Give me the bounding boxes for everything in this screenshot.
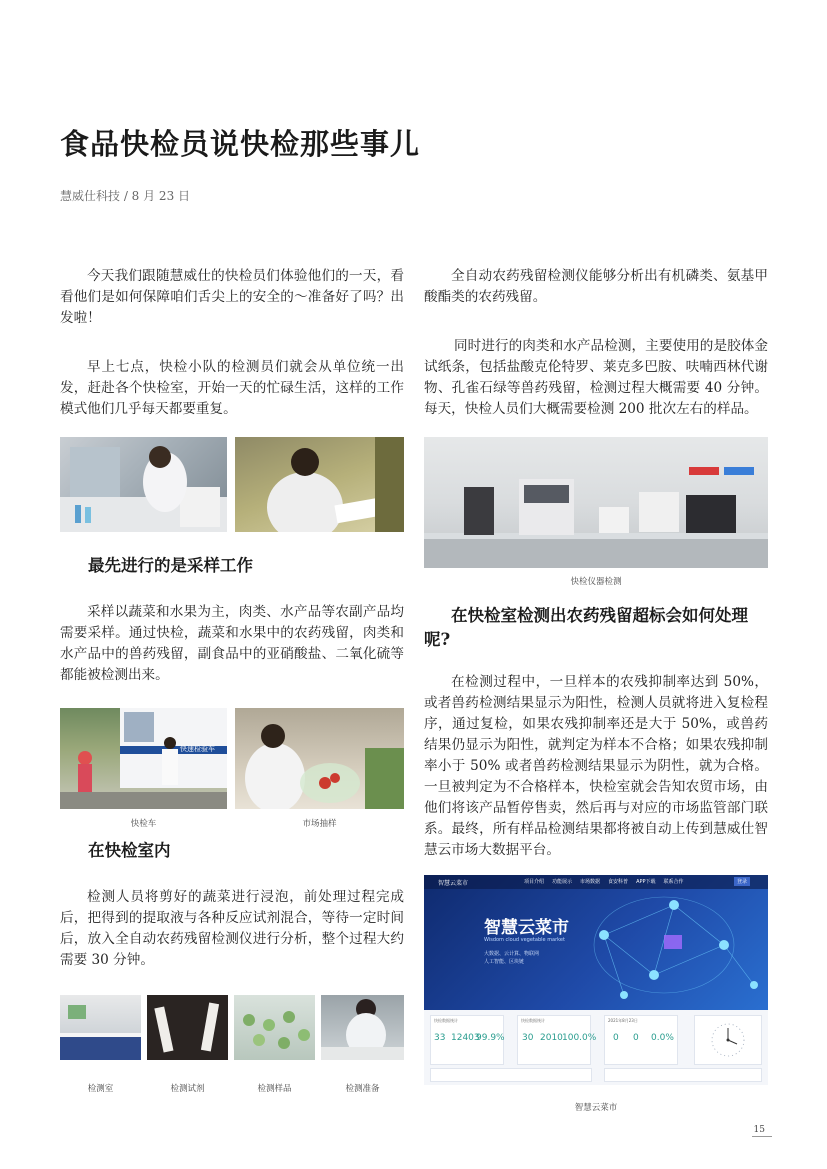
platform-filter-bar[interactable] [430,1068,592,1082]
photo-market-sampling [235,708,404,809]
analyzer-paragraph: 全自动农药残留检测仪能够分析出有机磷类、氨基甲酸酯类的农药残留。 [424,268,768,305]
intro-paragraph: 今天我们跟随慧威仕的快检员们体验他们的一天，看看他们是如何保障咱们舌尖上的安全的～准备好了吗？出发啦！ [60,268,404,326]
platform-login-button[interactable]: 登录 [734,877,750,886]
platform-stat-b: 12403 [451,1033,480,1043]
platform-hero-line: 大数据、云计算、物联网 [484,951,540,957]
exceed-paragraph: 在检测过程中，一旦样本的农残抑制率达到 50%，或者兽药检测结果显示为阳性，检测人员就将进入复检程序，通过复检，如果农残抑制率还是大于 50%，或兽药结果仍显示为阳性，就判定为样本不合格；如果农残抑制率小于 50% 或者兽药检测结果显示为阴性，就为合格。一旦被判定为不合格样本，快检室就会告知农贸市场，由他们将该产品暂停售卖，然后再与对应的市场监管部门联系。最终，所有样品检测结果都将被自动上传到慧威仕智慧云市场大数据平台。 [424,674,768,858]
platform-logo: 智慧云菜市 [438,880,469,887]
platform-nav-item[interactable]: APP下载 [636,879,656,885]
platform-nav-item[interactable]: 食安科普 [608,879,629,885]
platform-hero-line: 人工智能、区块链 [484,959,525,965]
platform-filter-bar[interactable] [604,1068,762,1082]
platform-panel-date: 2021年8月23日 [608,1018,638,1023]
platform-panel-label: 快检数据统计 [434,1018,458,1023]
photo-lab-worker-2 [235,437,404,532]
platform-hero [424,875,768,1010]
lab-heading: 在快检室内 [88,841,171,860]
article-meta: 慧威仕科技 / 8 月 23 日 [60,189,191,203]
platform-screenshot [424,875,768,1085]
platform-panel-label: 快检数据统计 [521,1018,545,1023]
caption-cloud: 智慧云菜市 [574,1103,618,1113]
platform-stat-b: 0 [633,1033,639,1043]
photo-lab-worker-1 [60,437,227,532]
platform-stat-panel [517,1015,597,1065]
lab-paragraph: 检测人员将剪好的蔬菜进行浸泡，前处理过程完成后，把得到的提取液与各种反应试剂混合，等待一定时间后，放入全自动农药残留检测仪进行分析，整个过程大约需要 30 分钟。 [60,889,404,968]
platform-stat-panel [430,1015,504,1065]
photo-prep [321,995,404,1060]
platform-stat-a: 33 [434,1033,446,1043]
caption-market: 市场抽样 [302,819,337,829]
caption-room: 检测室 [87,1084,114,1094]
sampling-paragraph: 采样以蔬菜和水果为主，肉类、水产品等农副产品均需要采样。通过快检，蔬菜和水果中的农药残留，肉类和水产品中的兽药残留，副食品中的亚硝酸盐、二氧化硫等都能被检测出来。 [60,604,404,683]
platform-nav-item[interactable]: 功能展示 [552,879,573,885]
morning-paragraph: 早上七点，快检小队的检测员们就会从单位统一出发，赶赴各个快检室，开始一天的忙碌生活，这样的工作模式他们几乎每天都要重复。 [60,359,404,417]
van-label: 快速检验车 [180,745,215,753]
caption-prep: 检测准备 [345,1084,380,1094]
platform-stat-b: 2010 [540,1033,563,1043]
photo-instruments [424,437,768,568]
caption-reagent: 检测试剂 [170,1084,205,1094]
platform-hero-subtitle: Wisdom cloud vegetable market [484,937,565,943]
meat-paragraph: 同时进行的肉类和水产品检测，主要使用的是胶体金试纸条，包括盐酸克伦特罗、莱克多巴胺、呋喃西林代谢物、孔雀石绿等兽药残留，检测过程大概需要 40 分钟。每天，快检人员们大概需要检测 200 批次左右的样品。 [424,338,768,417]
platform-stat-panel [604,1015,678,1065]
platform-stat-c: 0.0% [651,1033,674,1043]
platform-stat-c: 99.9% [476,1033,505,1043]
exceed-heading: 在快检室检测出农药残留超标会如何处理呢? [424,606,748,649]
caption-sample: 检测样品 [257,1084,292,1094]
platform-nav [524,878,684,885]
platform-stat-c: 100.0% [562,1033,597,1043]
platform-nav-item[interactable]: 项目介绍 [524,879,545,885]
photo-inspection-van [60,708,227,809]
photo-reagent [147,995,228,1060]
platform-hero-title: 智慧云菜市 [484,918,569,938]
article-title: 食品快检员说快检那些事儿 [60,127,421,161]
platform-clock-panel [694,1015,762,1065]
platform-stat-a: 30 [522,1033,534,1043]
page-number: 15 [753,1125,765,1135]
page-number-rule [752,1136,772,1137]
photo-samples [234,995,315,1060]
platform-nav-item[interactable]: 市场数据 [580,879,601,885]
sampling-heading: 最先进行的是采样工作 [88,556,253,575]
caption-instruments: 快检仪器检测 [570,577,622,587]
platform-stat-a: 0 [613,1033,619,1043]
platform-nav-item[interactable]: 联系合作 [663,879,684,885]
caption-van: 快检车 [130,819,157,829]
photo-lab-room [60,995,141,1060]
